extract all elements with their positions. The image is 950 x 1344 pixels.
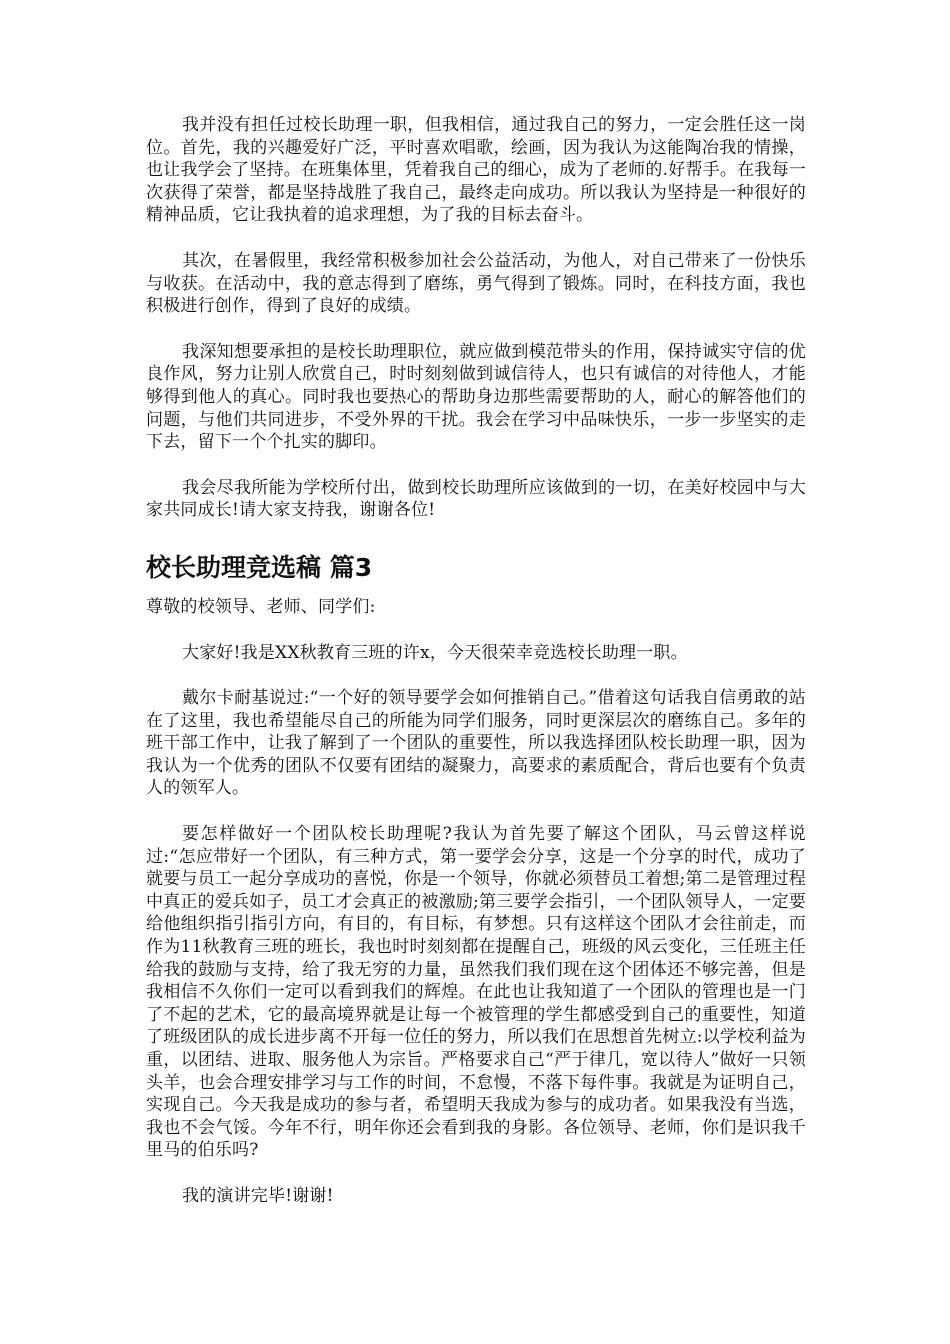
paragraph-closing-pledge: 我会尽我所能为学校所付出，做到校长助理所应该做到的一切，在美好校园中与大家共同成长!请大家支持我，谢谢各位! [146, 477, 806, 521]
paragraph-carnegie-quote: 戴尔卡耐基说过:“一个好的领导要学会如何推销自己。”借着这句话我自信勇敢的站在了这里，我也希望能尽自己的所能为同学们服务，同时更深层次的磨练自己。多年的班干部工作中，让我了解到了一个团队的重要性，所以我选择团队校长助理一职，因为我认为一个优秀的团队不仅要有团结的凝聚力，高要求的素质配合，背后也要有个负责人的领军人。 [146, 688, 806, 799]
paragraph-social-activities: 其次，在暑假里，我经常积极参加社会公益活动，为他人，对自己带来了一份快乐与收获。在活动中，我的意志得到了磨练，勇气得到了锻炼。同时，在科技方面，我也积极进行创作，得到了良好的成绩。 [146, 250, 806, 317]
paragraph-greeting: 大家好!我是XX秋教育三班的许x，今天很荣幸竞选校长助理一职。 [182, 642, 688, 663]
paragraph-qualifications: 我并没有担任过校长助理一职，但我相信，通过我自己的努力，一定会胜任这一岗位。首先，我的兴趣爱好广泛，平时喜欢唱歌，绘画，因为我认为这能陶冶我的情操，也让我学会了坚持。在班集体里，凭着我自己的细心，成为了老师的.好帮手。在我每一次获得了荣誉，都是坚持战胜了我自己，最终走向成功。所以我认为坚持是一种很好的精神品质，它让我执着的追求理想，为了我的目标去奋斗。 [146, 115, 806, 226]
section-heading: 校长助理竞选稿 篇3 [146, 552, 373, 582]
salutation: 尊敬的校领导、老师、同学们: [146, 596, 376, 617]
paragraph-team-leadership: 要怎样做好一个团队校长助理呢?我认为首先要了解这个团队，马云曾这样说过:“怎应带好一个团队，有三种方式，第一要学会分享，这是一个分享的时代，成功了就要与员工一起分享成功的喜悦，你是一个领导，你就必须替员工着想;第二是管理过程中真正的爱兵如子，员工才会真正的被激励;第三要学会指引，一个团队领导人，一定要给他组织指引指引方向，有目的，有目标，有梦想。只有这样这个团队才会往前走，而作为11秋教育三班的班长，我也时时刻刻都在提醒自己，班级的风云变化，三任班主任给我的鼓励与支持，给了我无穷的力量，虽然我们我们现在这个团体还不够完善，但是我相信不久你们一定可以看到我们的辉煌。在此也让我知道了一个团队的管理也是一门了不起的艺术，它的最高境界就是让每一个被管理的学生都感受到自己的重要性，知道了班级团队的成长进步离不开每一位任的努力，所以我们在思想首先树立:以学校利益为重，以团结、进取、服务他人为宗旨。严格要求自己“严于律几，宽以待人”做好一只领头羊，也会合理安排学习与工作的时间，不怠慢，不落下每件事。我就是为证明自己，实现自己。今天我是成功的参与者，希望明天我成为参与的成功者。如果我没有当选，我也不会气馁。今年不行，明年你还会看到我的身影。各位领导、老师，你们是识我千里马的伯乐吗? [146, 824, 806, 1161]
document-page [146, 114, 806, 1208]
paragraph-integrity: 我深知想要承担的是校长助理职位，就应做到模范带头的作用，保持诚实守信的优良作风，努力让别人欣赏自己，时时刻刻做到诚信待人，也只有诚信的对待他人，才能够得到他人的真心。同时我也要热心的帮助身边那些需要帮助的人，耐心的解答他们的问题，与他们共同进步，不受外界的干扰。我会在学习中品味快乐，一步一步坚实的走下去，留下一个个扎实的脚印。 [146, 341, 806, 453]
paragraph-thanks: 我的演讲完毕!谢谢! [182, 1185, 334, 1206]
